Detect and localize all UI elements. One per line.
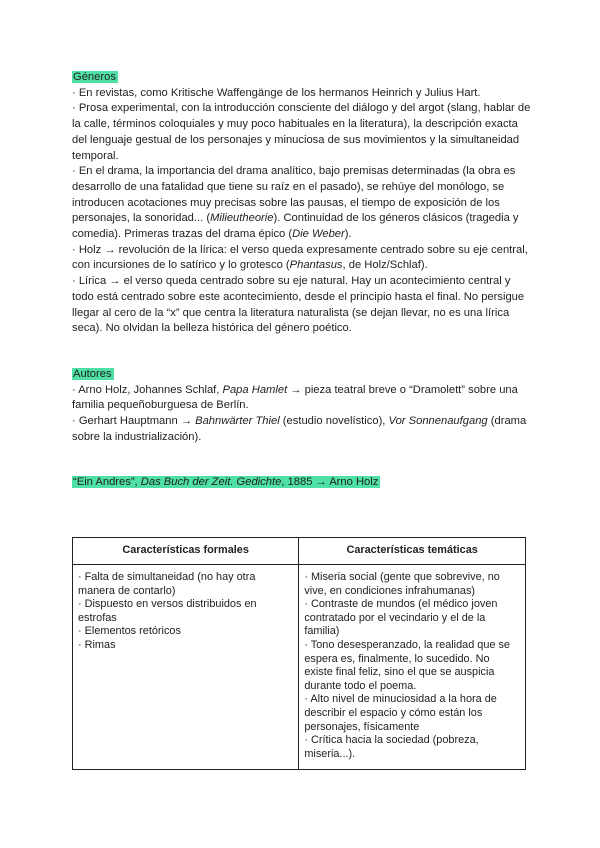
generos-item-1: · En revistas, como Kritische Waffengänge de los hermanos Heinrich y Julius Hart. [72, 86, 481, 99]
italic-title: Phantasus [289, 259, 343, 272]
highlight [72, 476, 380, 488]
text-run: “Ein Andres”, [73, 476, 141, 489]
list-item: · Rimas [78, 638, 116, 651]
section-heading-autores [72, 367, 532, 383]
generos-item-4 [72, 243, 532, 274]
text-run: ). Continuidad de los géneros clásicos (tragedia y comedia). Primeras trazas del drama épico ( [72, 212, 519, 241]
generos-item-5: · Lírica → el verso queda centrado sobre su eje natural. Hay un acontecimiento central y todo está centrado sobre este acontecimiento, desde el principio hasta el final. No persigue llegar al cero de la “x” que centra la literatura naturalista (se dejan llevar, no es una lírica seca). No olvidan la belleza histórica del género poético. [72, 275, 525, 335]
spacer [72, 445, 532, 475]
text-run: · En el drama, la importancia del drama analítico, bajo premisas determinadas (la obra es desarrollo de una fatalidad que tiene su raíz en el pasado), se rehúye del monólogo, se introducen acotaciones muy precisas sobre las pausas, el tiempo de exposición de los personajes, la sonoridad... ( [72, 165, 516, 225]
text-run: , de Holz/Schlaf). [342, 259, 428, 272]
list-item: · Falta de simultaneidad (no hay otra manera de contarlo) [78, 571, 256, 597]
italic-title: Bahnwärter Thiel [195, 415, 280, 428]
italic-title: Vor Sonnenaufgang [388, 415, 488, 428]
italic-title: Papa Hamlet [222, 383, 288, 396]
generos-item-2: · Prosa experimental, con la introducción consciente del diálogo y del argot (slang, hablar de la calle, términos coloquiales y muy poco habituales en la literatura), la descripción exacta del lenguaje gestual de los personajes y minuciosa de sus movimientos y la simultaneidad temporal. [72, 102, 531, 162]
highlight: Géneros [73, 71, 116, 83]
list-item: · Crítica hacia la sociedad (pobreza, miseria...). [304, 734, 479, 760]
text-run: · Arno Holz, Johannes Schlaf, [72, 383, 223, 396]
autores-item-2 [72, 414, 532, 445]
list-item: · Alto nivel de minuciosidad a la hora de describir el espacio y cómo están los personajes, físicamente [304, 693, 497, 733]
characteristics-table [72, 537, 526, 770]
poem-heading [72, 475, 532, 491]
header-tematicas: Características temáticas [299, 538, 526, 565]
generos-item-3 [72, 164, 532, 243]
italic-title: Das Buch der Zeit. Gedichte [140, 476, 282, 489]
text-run: (drama sobre la industrialización). [72, 415, 527, 443]
text-run: ). [344, 228, 352, 241]
list-item: · Contraste de mundos (el médico joven contratado por el vecindario y el de la familia) [304, 598, 498, 638]
text-run: , 1885 → Arno Holz [281, 476, 379, 489]
table-header-row [73, 538, 526, 565]
text-run: → pieza teatral breve o “Dramolett” sobre una familia pequeñoburguesa de Berlín. [72, 383, 518, 412]
cell-tematicas [299, 565, 526, 770]
spacer [72, 337, 532, 367]
table-row [73, 565, 526, 770]
highlight: Autores [73, 367, 112, 380]
list-item: · Elementos retóricos [78, 625, 181, 638]
text-run: (estudio novelístico), [279, 415, 389, 428]
italic-title: Milieutheorie [210, 212, 274, 225]
italic-title: Die Weber [292, 228, 345, 241]
list-item: · Dispuesto en versos distribuidos en estrofas [78, 598, 257, 624]
header-formales: Características formales [73, 538, 299, 565]
list-item: · Tono desesperanzado, la realidad que se espera es, finalmente, lo sucedido. No existe final feliz, sino el que se auspicia durante todo el poema. [304, 638, 510, 692]
text-run: · Holz → revolución de la lírica: el verso queda expresamente centrado sobre su eje central, con incursiones de lo satírico y lo grotesco ( [72, 243, 528, 272]
text-run: · Gerhart Hauptmann → [72, 415, 196, 428]
cell-formales [73, 565, 299, 770]
document-content [72, 70, 532, 491]
section-heading-generos [72, 70, 532, 86]
list-item: · Miseria social (gente que sobrevive, no vive, en condiciones infrahumanas) [304, 571, 500, 597]
autores-item-1 [72, 383, 532, 414]
